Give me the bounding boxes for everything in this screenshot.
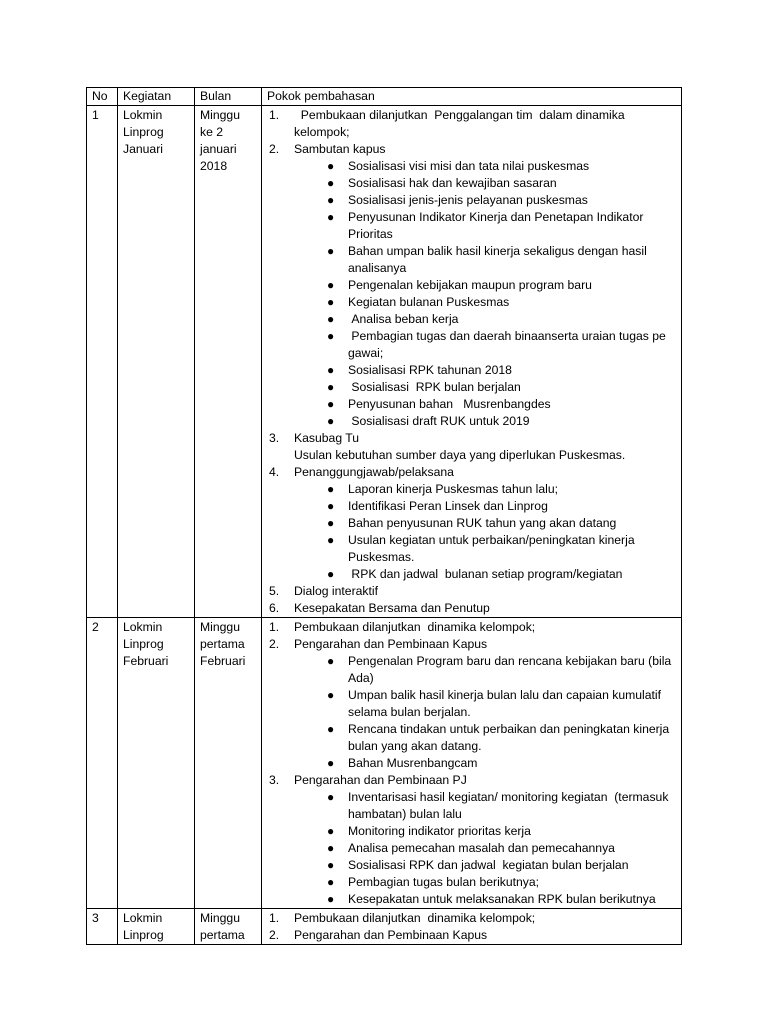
topic-item — [267, 600, 676, 617]
subtopic-text: Kesepakatan untuk melaksanakan RPK bulan berikutnya — [348, 892, 656, 906]
kegiatan-cell — [118, 106, 195, 618]
topic-item — [267, 636, 676, 772]
topic-item — [267, 464, 676, 583]
kegiatan-line: Linprog — [123, 928, 164, 942]
topic-item — [267, 910, 676, 927]
subtopic-item — [294, 192, 676, 209]
topic-item — [267, 772, 676, 908]
bulan-cell — [195, 618, 262, 909]
pokok-pembahasan-cell — [262, 106, 682, 618]
subtopic-text: Identifikasi Peran Linsek dan Linprog — [348, 499, 548, 513]
topic-list — [267, 619, 676, 908]
bullet-icon: ● — [327, 756, 335, 770]
subtopic-text: Sosialisasi RPK dan jadwal kegiatan bulan berjalan — [348, 858, 629, 872]
topic-number: 3. — [269, 773, 280, 787]
topic-number: 2. — [269, 142, 280, 156]
bullet-icon: ● — [327, 176, 335, 190]
bullet-icon: ● — [327, 654, 335, 668]
bullet-icon: ● — [327, 312, 335, 326]
topic-list — [267, 107, 676, 617]
subtopic-item — [294, 687, 676, 721]
topic-text: Pengarahan dan Pembinaan Kapus — [294, 637, 488, 651]
topic-number: 3. — [269, 431, 280, 445]
subtopic-text: Penyusunan bahan Musrenbangdes — [348, 397, 551, 411]
subtopic-item — [294, 277, 676, 294]
topic-text: Pembukaan dilanjutkan dinamika kelompok; — [294, 620, 536, 634]
subtopic-item — [294, 396, 676, 413]
bullet-icon: ● — [327, 688, 335, 702]
bullet-icon: ● — [327, 567, 335, 581]
header-bulan: Bulan — [195, 88, 262, 106]
subtopic-list — [294, 481, 676, 583]
subtopic-item — [294, 891, 676, 908]
subtopic-item — [294, 294, 676, 311]
bulan-line: pertama — [200, 928, 245, 942]
bullet-icon: ● — [327, 193, 335, 207]
topic-number: 2. — [269, 637, 280, 651]
subtopic-text: Kegiatan bulanan Puskesmas — [348, 295, 510, 309]
topic-text: Kesepakatan Bersama dan Penutup — [294, 601, 490, 615]
topic-text: Pembukaan dilanjutkan dinamika kelompok; — [294, 911, 536, 925]
subtopic-text: Rencana tindakan untuk perbaikan dan peningkatan kinerja bulan yang akan datang. — [348, 722, 673, 753]
topic-number: 1. — [269, 620, 280, 634]
bullet-icon: ● — [327, 858, 335, 872]
subtopic-text: Umpan balik hasil kinerja bulan lalu dan capaian kumulatif selama bulan berjalan. — [348, 688, 665, 719]
subtopic-text: Pembagian tugas dan daerah binaanserta uraian tugas pe gawai; — [348, 329, 670, 360]
topic-item — [267, 141, 676, 430]
subtopic-text: RPK dan jadwal bulanan setiap program/kegiatan — [348, 567, 623, 581]
subtopic-text: Sosialisasi RPK bulan berjalan — [348, 380, 521, 394]
subtopic-text: Pembagian tugas bulan berikutnya; — [348, 875, 540, 889]
subtopic-text: Pengenalan Program baru dan rencana kebijakan baru (bila Ada) — [348, 654, 674, 685]
bullet-icon: ● — [327, 244, 335, 258]
bulan-cell — [195, 106, 262, 618]
row-number: 2 — [87, 618, 118, 909]
subtopic-item — [294, 857, 676, 874]
subtopic-text: Sosialisasi jenis-jenis pelayanan puskesmas — [348, 193, 588, 207]
agenda-table — [86, 87, 682, 945]
kegiatan-line: Lokmin — [123, 911, 163, 925]
kegiatan-line: Linprog — [123, 125, 164, 139]
subtopic-item — [294, 209, 676, 243]
header-row — [87, 88, 682, 106]
subtopic-item — [294, 789, 676, 823]
bulan-line: pertama — [200, 637, 245, 651]
topic-text: Pengarahan dan Pembinaan PJ — [294, 773, 467, 787]
topic-item — [267, 619, 676, 636]
kegiatan-cell — [118, 618, 195, 909]
subtopic-item — [294, 379, 676, 396]
subtopic-item — [294, 721, 676, 755]
topic-text: Pengarahan dan Pembinaan Kapus — [294, 928, 488, 942]
subtopic-item — [294, 840, 676, 857]
bullet-icon: ● — [327, 482, 335, 496]
bullet-icon: ● — [327, 159, 335, 173]
subtopic-item — [294, 243, 676, 277]
subtopic-list — [294, 158, 676, 430]
subtopic-text: Sosialisasi draft RUK untuk 2019 — [348, 414, 530, 428]
bullet-icon: ● — [327, 790, 335, 804]
subtopic-item — [294, 158, 676, 175]
table-body — [87, 106, 682, 945]
subtopic-text: Usulan kegiatan untuk perbaikan/peningkatan kinerja Puskesmas. — [348, 533, 638, 564]
table-row — [87, 618, 682, 909]
bullet-icon: ● — [327, 722, 335, 736]
row-number: 1 — [87, 106, 118, 618]
kegiatan-line: Februari — [123, 654, 169, 668]
topic-text: Pembukaan dilanjutkan Penggalangan tim dalam dinamika kelompok; — [294, 108, 629, 139]
subtopic-item — [294, 532, 676, 566]
topic-number: 1. — [269, 108, 280, 122]
bullet-icon: ● — [327, 329, 335, 343]
bullet-icon: ● — [327, 278, 335, 292]
pokok-pembahasan-cell — [262, 909, 682, 945]
bulan-line: januari — [200, 142, 237, 156]
pokok-pembahasan-cell — [262, 618, 682, 909]
topic-number: 1. — [269, 911, 280, 925]
bullet-icon: ● — [327, 824, 335, 838]
subtopic-text: Inventarisasi hasil kegiatan/ monitoring kegiatan (termasuk hambatan) bulan lalu — [348, 790, 672, 821]
bulan-line: Minggu — [200, 620, 240, 634]
bulan-line: ke 2 — [200, 125, 224, 139]
header-kegiatan: Kegiatan — [118, 88, 195, 106]
bulan-line: Februari — [200, 654, 246, 668]
table-row — [87, 909, 682, 945]
bullet-icon: ● — [327, 533, 335, 547]
topic-number: 2. — [269, 928, 280, 942]
subtopic-item — [294, 653, 676, 687]
topic-item — [267, 583, 676, 600]
kegiatan-line: Lokmin — [123, 108, 163, 122]
subtopic-item — [294, 175, 676, 192]
kegiatan-line: Lokmin — [123, 620, 163, 634]
subtopic-list — [294, 653, 676, 772]
topic-text: Kasubag Tu — [294, 431, 360, 445]
subtopic-item — [294, 755, 676, 772]
bulan-line: Minggu — [200, 108, 240, 122]
bulan-cell — [195, 909, 262, 945]
subtopic-text: Monitoring indikator prioritas kerja — [348, 824, 531, 838]
topic-text: Dialog interaktif — [294, 584, 378, 598]
subtopic-item — [294, 498, 676, 515]
subtopic-item — [294, 823, 676, 840]
subtopic-text: Pengenalan kebijakan maupun program baru — [348, 278, 592, 292]
kegiatan-line: Januari — [123, 142, 163, 156]
bulan-line: Minggu — [200, 911, 240, 925]
subtopic-text: Analisa pemecahan masalah dan pemecahannya — [348, 841, 615, 855]
bullet-icon: ● — [327, 875, 335, 889]
table-row — [87, 106, 682, 618]
subtopic-list — [294, 789, 676, 908]
topic-list — [267, 910, 676, 944]
subtopic-text: Bahan Musrenbangcam — [348, 756, 478, 770]
subtopic-item — [294, 566, 676, 583]
topic-number: 4. — [269, 465, 280, 479]
subtopic-text: Analisa beban kerja — [348, 312, 459, 326]
topic-item — [267, 927, 676, 944]
subtopic-text: Sosialisasi hak dan kewajiban sasaran — [348, 176, 557, 190]
bullet-icon: ● — [327, 414, 335, 428]
subtopic-text: Bahan umpan balik hasil kinerja sekaligus dengan hasil analisanya — [348, 244, 651, 275]
bullet-icon: ● — [327, 363, 335, 377]
bullet-icon: ● — [327, 516, 335, 530]
topic-item — [267, 430, 676, 464]
subtopic-item — [294, 481, 676, 498]
subtopic-text: Laporan kinerja Puskesmas tahun lalu; — [348, 482, 559, 496]
subtopic-item — [294, 362, 676, 379]
subtopic-text: Sosialisasi RPK tahunan 2018 — [348, 363, 512, 377]
bullet-icon: ● — [327, 892, 335, 906]
topic-extra-text: Usulan kebutuhan sumber daya yang diperlukan Puskesmas. — [294, 448, 626, 462]
bulan-line: 2018 — [200, 159, 228, 173]
bullet-icon: ● — [327, 841, 335, 855]
subtopic-item — [294, 874, 676, 891]
row-number: 3 — [87, 909, 118, 945]
subtopic-text: Sosialisasi visi misi dan tata nilai puskesmas — [348, 159, 590, 173]
header-no: No — [87, 88, 118, 106]
subtopic-item — [294, 311, 676, 328]
topic-number: 6. — [269, 601, 280, 615]
subtopic-item — [294, 328, 676, 362]
subtopic-text: Penyusunan Indikator Kinerja dan Penetapan Indikator Prioritas — [348, 210, 647, 241]
header-pokok-pembahasan: Pokok pembahasan — [262, 88, 682, 106]
bullet-icon: ● — [327, 397, 335, 411]
subtopic-item — [294, 413, 676, 430]
topic-item — [267, 107, 676, 141]
subtopic-item — [294, 515, 676, 532]
topic-text: Penanggungjawab/pelaksana — [294, 465, 454, 479]
topic-text: Sambutan kapus — [294, 142, 386, 156]
bullet-icon: ● — [327, 210, 335, 224]
bullet-icon: ● — [327, 295, 335, 309]
bullet-icon: ● — [327, 380, 335, 394]
bullet-icon: ● — [327, 499, 335, 513]
kegiatan-line: Linprog — [123, 637, 164, 651]
topic-number: 5. — [269, 584, 280, 598]
kegiatan-cell — [118, 909, 195, 945]
subtopic-text: Bahan penyusunan RUK tahun yang akan datang — [348, 516, 617, 530]
